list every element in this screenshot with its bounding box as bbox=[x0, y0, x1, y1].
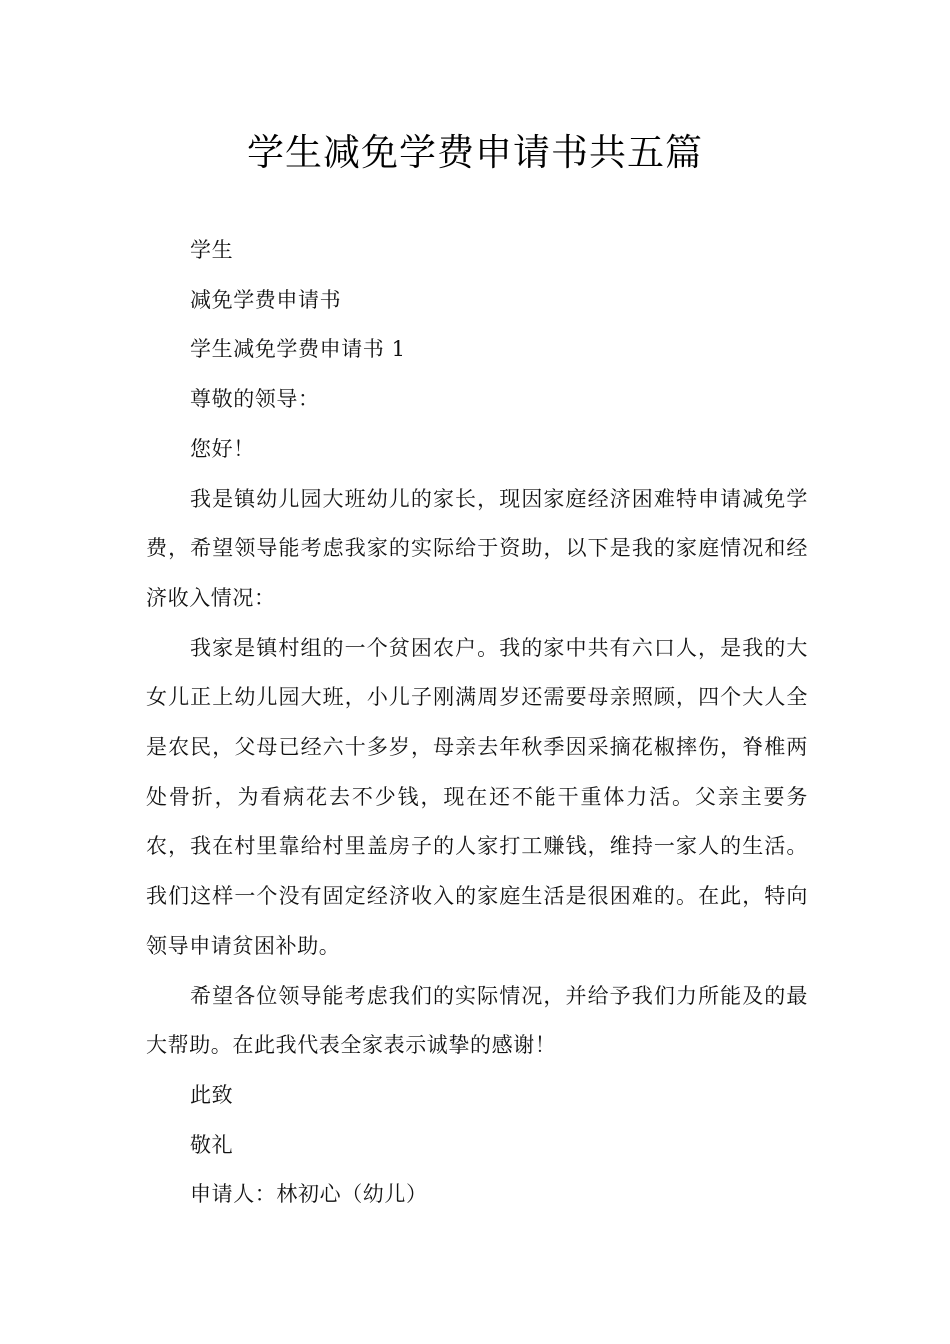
salutation: 尊敬的领导： bbox=[190, 387, 320, 412]
applicant-line: 申请人：林初心（幼儿） bbox=[190, 1182, 428, 1207]
greeting: 您好！ bbox=[190, 436, 255, 461]
closing-1: 此致 bbox=[190, 1082, 234, 1107]
paragraph-1: 学生 bbox=[190, 238, 234, 262]
closing-2: 敬礼 bbox=[190, 1132, 234, 1157]
paragraph-2: 减免学费申请书 bbox=[190, 287, 342, 312]
paragraph-request: 希望各位领导能考虑我们的实际情况，并给予我们力所能及的最大帮助。在此我代表全家表示诚挚的感谢！ bbox=[146, 983, 808, 1058]
paragraph-intro: 我是镇幼儿园大班幼儿的家长，现因家庭经济困难特申请减免学费，希望领导能考虑我家的实际给于资助，以下是我的家庭情况和经济收入情况： bbox=[146, 486, 808, 610]
paragraph-3: 学生减免学费申请书 1 bbox=[190, 337, 406, 362]
document-body bbox=[146, 226, 808, 1220]
paragraph-family: 我家是镇村组的一个贫困农户。我的家中共有六口人，是我的大女儿正上幼儿园大班，小儿子刚满周岁还需要母亲照顾，四个大人全是农民，父母已经六十多岁，母亲去年秋季因采摘花椒摔伤，脊椎两处骨折，为看病花去不少钱，现在还不能干重体力活。父亲主要务农，我在村里靠给村里盖房子的人家打工赚钱，维持一家人的生活。我们这样一个没有固定经济收入的家庭生活是很困难的。在此，特向领导申请贫困补助。 bbox=[146, 635, 808, 958]
document-title: 学生减免学费申请书共五篇 bbox=[247, 131, 703, 174]
